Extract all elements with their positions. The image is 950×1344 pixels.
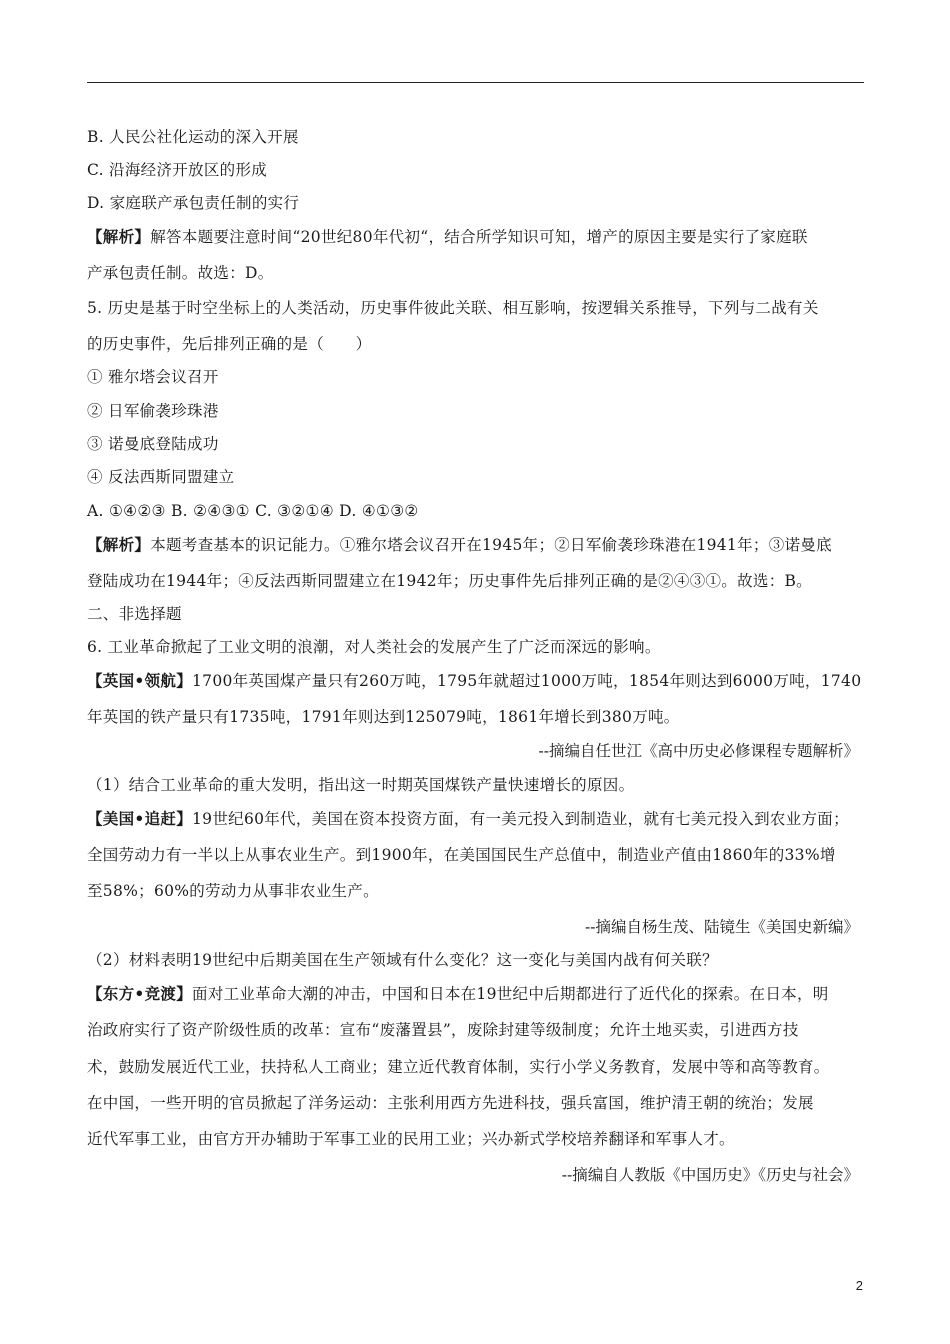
material-east: 近代军事工业，由官方开办辅助于军事工业的民用工业；兴办新式学校培养翻译和军事人才。	[87, 1130, 735, 1148]
material-tag: 【东方•竞渡】	[87, 984, 193, 1003]
material-tag: 【美国•追赶】	[87, 809, 193, 828]
section-heading: 二、非选择题	[87, 605, 182, 623]
event-item: ③ 诺曼底登陆成功	[87, 435, 219, 453]
material-tag: 【英国•领航】	[87, 671, 193, 690]
header-rule	[87, 82, 864, 83]
material-east: 术，鼓励发展近代工业，扶持私人工商业；建立近代教育体制，实行小学义务教育，发展中等和高等教育。	[87, 1058, 830, 1076]
material-uk: 【英国•领航】1700年英国煤产量只有260万吨，1795年就超过1000万吨，1854年则达到6000万吨，1740	[87, 671, 862, 690]
option-b: B. 人民公社化运动的深入开展	[87, 128, 299, 146]
page-number: 2	[855, 1278, 863, 1293]
sub-question-2: （2）材料表明19世纪中后期美国在生产领域有什么变化？这一变化与美国内战有何关联？	[87, 951, 718, 969]
analysis-line: 【解析】本题考查基本的识记能力。①雅尔塔会议召开在1945年；②日军偷袭珍珠港在1941年；③诺曼底	[87, 535, 832, 554]
analysis-line: 产承包责任制。故选：D。	[87, 264, 274, 282]
material-uk: 年英国的铁产量只有1735吨，1791年则达到125079吨，1861年增长到380万吨。	[87, 708, 680, 726]
material-source: --摘编自人教版《中国历史》《历史与社会》	[561, 1166, 859, 1184]
material-east: 【东方•竞渡】面对工业革命大潮的冲击，中国和日本在19世纪中后期都进行了近代化的探索。在日本，明	[87, 984, 829, 1003]
material-us: 全国劳动力有一半以上从事农业生产。到1900年，在美国国民生产总值中，制造业产值由1860年的33%增	[87, 846, 836, 864]
event-item: ④ 反法西斯同盟建立	[87, 468, 235, 486]
material-east: 治政府实行了资产阶级性质的改革：宣布“废藩置县”，废除封建等级制度；允许土地买卖，引进西方技	[87, 1021, 799, 1039]
event-item: ② 日军偷袭珍珠港	[87, 402, 219, 420]
analysis-tag: 【解析】	[87, 227, 151, 246]
analysis-tag: 【解析】	[87, 535, 151, 554]
material-us: 至58%；60%的劳动力从事非农业生产。	[87, 882, 379, 900]
option-c: C. 沿海经济开放区的形成	[87, 161, 268, 179]
sub-question-1: （1）结合工业革命的重大发明，指出这一时期英国煤铁产量快速增长的原因。	[87, 776, 635, 794]
material-source: --摘编自任世江《高中历史必修课程专题解析》	[538, 742, 859, 760]
answer-options: A. ①④②③ B. ②④③① C. ③②①④ D. ④①③②	[87, 502, 419, 520]
material-east: 在中国，一些开明的官员掀起了洋务运动：主张利用西方先进科技，强兵富国，维护清王朝的统治；发展	[87, 1094, 814, 1112]
event-item: ① 雅尔塔会议召开	[87, 368, 219, 386]
question-6: 6. 工业革命掀起了工业文明的浪潮，对人类社会的发展产生了广泛而深远的影响。	[87, 638, 661, 656]
option-d: D. 家庭联产承包责任制的实行	[87, 194, 300, 212]
question-5: 的历史事件，先后排列正确的是（ ）	[87, 335, 372, 353]
analysis-line: 登陆成功在1944年；④反法西斯同盟建立在1942年；历史事件先后排列正确的是②④③①。故选：B。	[87, 572, 812, 590]
analysis-line: 【解析】解答本题要注意时间“20世纪80年代初“，结合所学知识可知，增产的原因主要是实行了家庭联	[87, 227, 808, 246]
material-source: --摘编自杨生茂、陆镜生《美国史新编》	[585, 918, 859, 936]
material-us: 【美国•追赶】19世纪60年代，美国在资本投资方面，有一美元投入到制造业，就有七美元投入到农业方面；	[87, 809, 849, 828]
question-5: 5. 历史是基于时空坐标上的人类活动，历史事件彼此关联、相互影响，按逻辑关系推导，下列与二战有关	[87, 299, 819, 317]
